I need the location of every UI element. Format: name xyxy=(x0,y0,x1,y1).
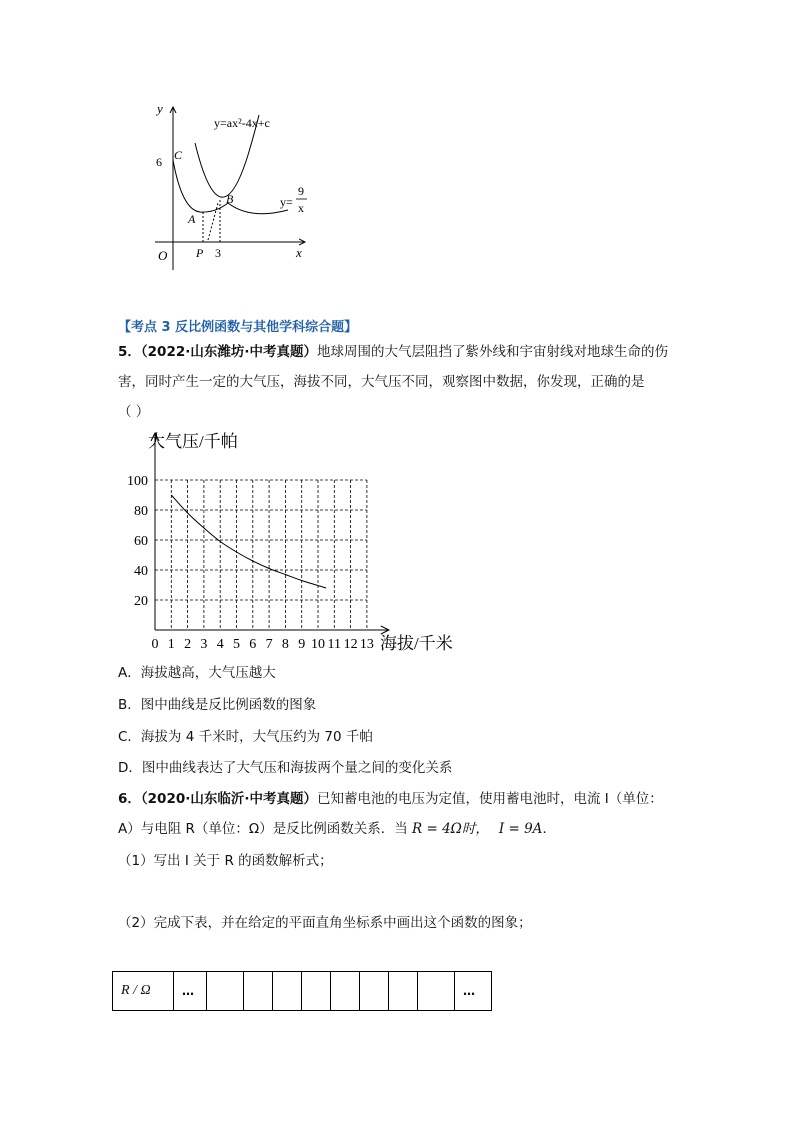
q5-number: 5． xyxy=(118,344,141,360)
x-tick-label: 2 xyxy=(184,637,192,652)
label-origin: O xyxy=(158,248,168,263)
table-cell xyxy=(244,972,273,1011)
table-cell xyxy=(273,972,302,1011)
value-table xyxy=(112,971,492,1011)
x-tick-label: 6 xyxy=(249,637,257,652)
x-tick-label: 3 xyxy=(200,637,208,652)
hyperbola-prefix: y= xyxy=(280,195,293,209)
q6-line2 xyxy=(118,820,556,838)
pressure-curve xyxy=(171,495,326,588)
x-axis-label: 海拔/千米 xyxy=(380,634,453,653)
table-header-cell: R / Ω xyxy=(113,972,174,1011)
q6-source: （2020·山东临沂·中考真题） xyxy=(140,791,317,807)
q5-line2: 害，同时产生一定的大气压，海拔不同，大气压不同，观察图中数据，你发现，正确的是 xyxy=(118,374,645,390)
label-6: 6 xyxy=(156,155,162,169)
x-tick-label: 10 xyxy=(311,637,325,652)
dashed-segment-ab xyxy=(208,203,218,240)
table-cell xyxy=(418,972,455,1011)
y-tick-label: 20 xyxy=(134,594,148,609)
table-cell xyxy=(389,972,418,1011)
q5-source: （2022·山东潍坊·中考真题） xyxy=(140,344,317,360)
label-b: B xyxy=(226,192,234,206)
table-row xyxy=(113,972,492,1011)
table-cell xyxy=(207,972,244,1011)
x-tick-label: 4 xyxy=(216,637,224,652)
y-tick-label: 60 xyxy=(134,534,148,549)
label-y: y xyxy=(157,101,163,116)
label-c: C xyxy=(174,148,183,162)
x-tick-label: 8 xyxy=(281,637,289,652)
y-tick-label: 100 xyxy=(127,474,148,489)
pressure-chart xyxy=(118,425,463,660)
x-tick-label: 5 xyxy=(233,637,240,652)
table-cell: … xyxy=(174,972,207,1011)
y-tick-label: 40 xyxy=(134,564,148,579)
q5-option-d: D．图中曲线表达了大气压和海拔两个量之间的变化关系 xyxy=(118,760,453,776)
label-a: A xyxy=(188,212,196,226)
x-tick-label: 0 xyxy=(151,637,159,652)
table-cell xyxy=(360,972,389,1011)
q6-number: 6． xyxy=(118,791,141,807)
q6-text-2: A）与电阻 R（单位：Ω）是反比例函数关系．当 xyxy=(118,821,413,837)
q5-line1 xyxy=(118,343,668,361)
label-p: P xyxy=(196,246,204,260)
q5-blank: （ ） xyxy=(118,404,150,420)
q6-part2: （2）完成下表，并在给定的平面直角坐标系中画出这个函数的图象； xyxy=(118,915,532,931)
q5-option-a: A．海拔越高，大气压越大 xyxy=(118,665,276,681)
y-tick-label: 80 xyxy=(134,504,148,519)
q6-condition-r: R = 4Ω时， xyxy=(412,821,489,837)
table-cell xyxy=(302,972,331,1011)
label-x: x xyxy=(296,245,302,260)
x-tick-label: 12 xyxy=(343,637,358,652)
q6-condition-i: I = 9A xyxy=(498,821,543,837)
q6-text-1: 已知蓄电池的电压为定值，使用蓄电池时，电流 I（单位： xyxy=(317,791,663,807)
hyperbola-denominator: x xyxy=(298,201,304,215)
x-tick-label: 13 xyxy=(359,637,374,652)
x-tick-label: 7 xyxy=(265,637,273,652)
table-cell xyxy=(331,972,360,1011)
y-axis-label: 大气压/千帕 xyxy=(148,432,238,451)
q6-text-end: ． xyxy=(542,821,556,837)
parabola-label: y=ax²-4x+c xyxy=(214,116,270,130)
x-tick-label: 9 xyxy=(298,637,306,652)
label-3: 3 xyxy=(215,246,221,260)
x-tick-label: 11 xyxy=(327,637,342,652)
section-title: 【考点 3 反比例函数与其他学科综合题】 xyxy=(118,320,358,335)
q5-text-1: 地球周围的大气层阻挡了紫外线和宇宙射线对地球生命的伤 xyxy=(317,344,668,360)
x-tick-label: 1 xyxy=(167,637,175,652)
q5-option-c: C．海拔为 4 千米时，大气压约为 70 千帕 xyxy=(118,729,373,745)
function-graph-figure xyxy=(140,95,340,270)
q6-line1 xyxy=(118,790,663,808)
hyperbola-numerator: 9 xyxy=(298,184,304,198)
q6-part1: （1）写出 I 关于 R 的函数解析式； xyxy=(118,853,333,869)
table-cell: … xyxy=(455,972,492,1011)
q5-option-b: B．图中曲线是反比例函数的图象 xyxy=(118,697,317,713)
parabola-curve xyxy=(195,143,248,197)
